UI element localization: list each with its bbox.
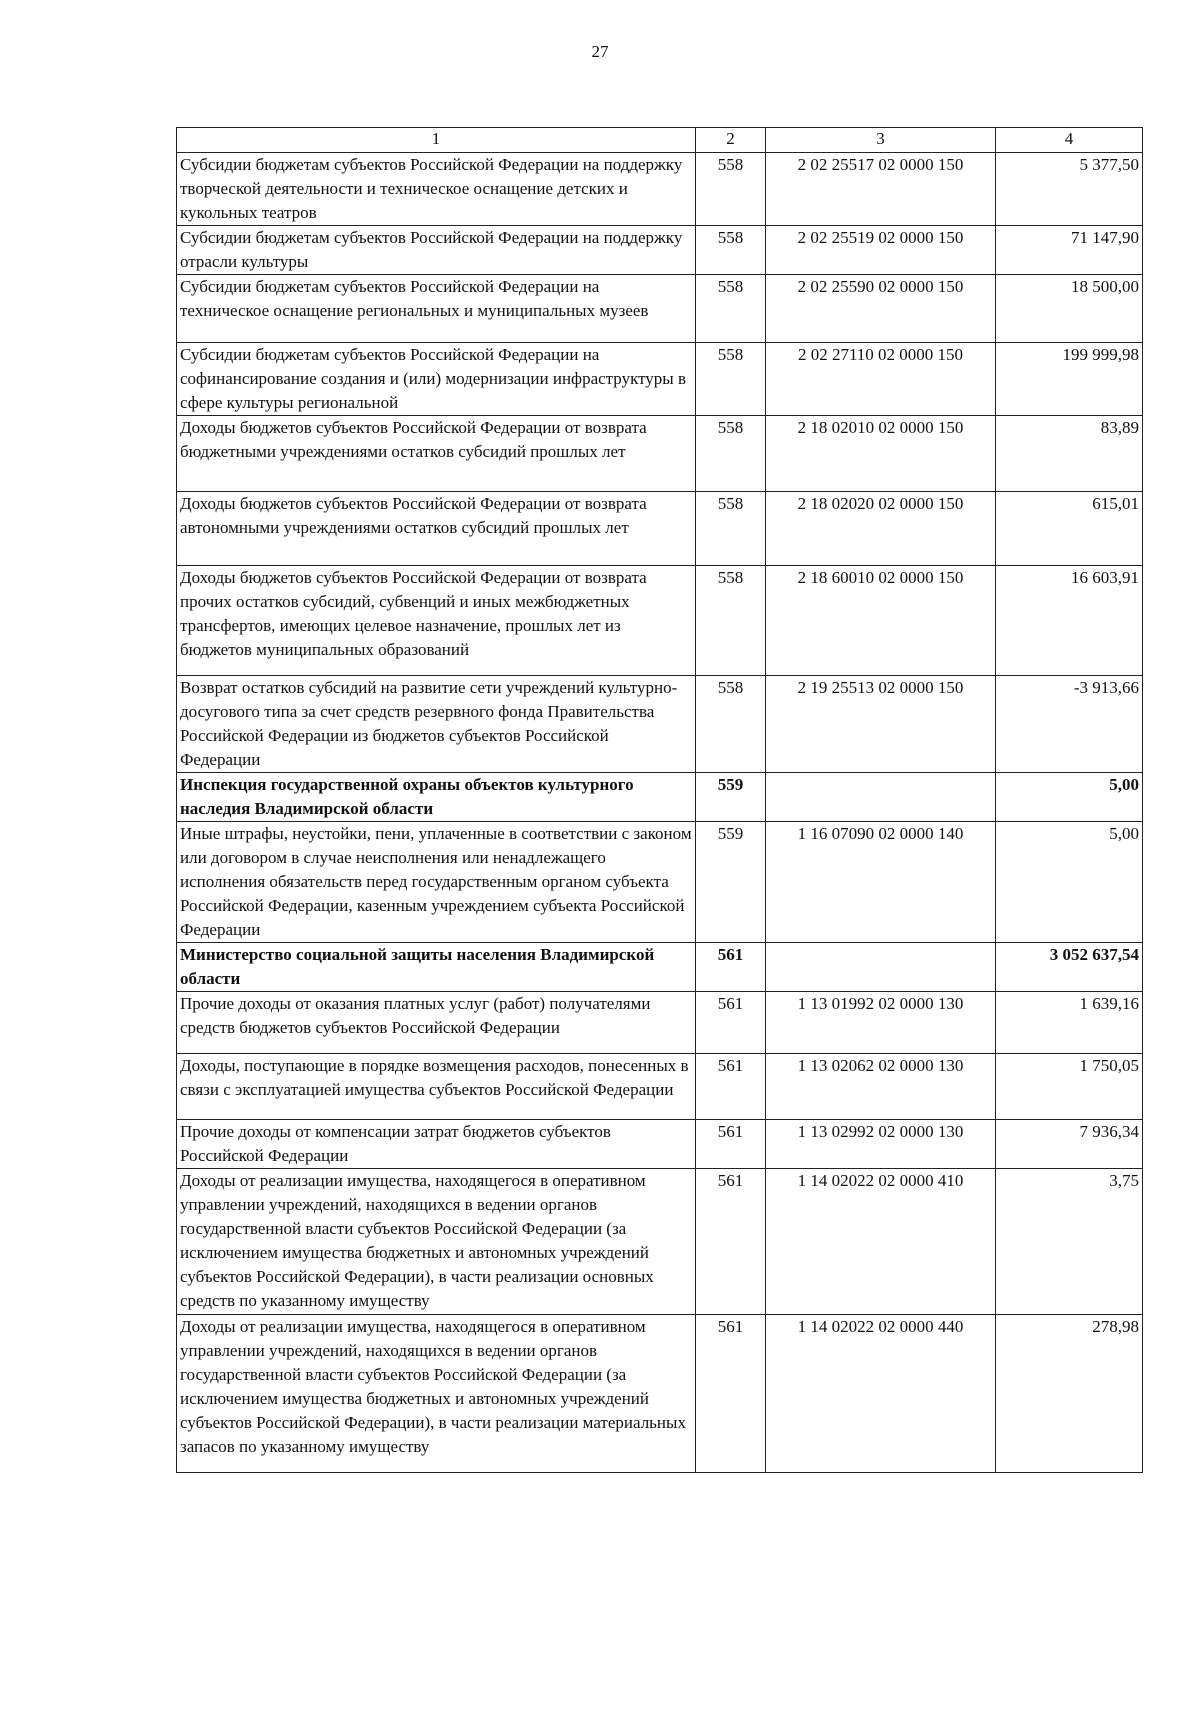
row-budget-code: 2 19 25513 02 0000 150	[766, 676, 996, 773]
row-budget-code: 1 13 02992 02 0000 130	[766, 1120, 996, 1169]
row-amount: 18 500,00	[996, 275, 1143, 343]
row-admin-code: 561	[696, 1169, 766, 1315]
row-amount: 199 999,98	[996, 343, 1143, 416]
table-row	[177, 773, 1143, 822]
row-budget-code: 1 16 07090 02 0000 140	[766, 822, 996, 943]
row-amount: 5,00	[996, 773, 1143, 822]
row-description: Возврат остатков субсидий на развитие сети учреждений культурно-досугового типа за счет средств резервного фонда Правительства Российской Федерации из бюджетов субъектов Российской Федерации	[177, 676, 696, 773]
row-budget-code: 1 13 01992 02 0000 130	[766, 992, 996, 1054]
table-row	[177, 492, 1143, 566]
row-amount: 615,01	[996, 492, 1143, 566]
table-row	[177, 343, 1143, 416]
table-row	[177, 1169, 1143, 1315]
row-amount: 7 936,34	[996, 1120, 1143, 1169]
table-row	[177, 822, 1143, 943]
row-amount: 83,89	[996, 416, 1143, 492]
table-row	[177, 275, 1143, 343]
revenue-table	[176, 127, 1143, 1473]
row-budget-code: 2 02 25590 02 0000 150	[766, 275, 996, 343]
row-description: Прочие доходы от оказания платных услуг (работ) получателями средств бюджетов субъектов Российской Федерации	[177, 992, 696, 1054]
row-budget-code: 2 02 25517 02 0000 150	[766, 153, 996, 226]
column-number-3: 3	[766, 128, 996, 153]
row-admin-code: 559	[696, 773, 766, 822]
row-amount: 1 639,16	[996, 992, 1143, 1054]
row-budget-code: 2 18 02010 02 0000 150	[766, 416, 996, 492]
row-admin-code: 561	[696, 943, 766, 992]
row-description: Субсидии бюджетам субъектов Российской Федерации на софинансирование создания и (или) модернизации инфраструктуры в сфере культуры региональной	[177, 343, 696, 416]
table-body	[177, 128, 1143, 1473]
row-description: Доходы бюджетов субъектов Российской Федерации от возврата прочих остатков субсидий, субвенций и иных межбюджетных трансфертов, имеющих целевое назначение, прошлых лет из бюджетов муниципальных образований	[177, 566, 696, 676]
row-admin-code: 559	[696, 822, 766, 943]
row-admin-code: 561	[696, 1315, 766, 1473]
table-row	[177, 416, 1143, 492]
row-budget-code: 2 02 25519 02 0000 150	[766, 226, 996, 275]
column-number-row	[177, 128, 1143, 153]
row-amount: 278,98	[996, 1315, 1143, 1473]
row-budget-code: 2 18 02020 02 0000 150	[766, 492, 996, 566]
table-row	[177, 566, 1143, 676]
row-description: Министерство социальной защиты населения Владимирской области	[177, 943, 696, 992]
row-description: Прочие доходы от компенсации затрат бюджетов субъектов Российской Федерации	[177, 1120, 696, 1169]
table-row	[177, 1120, 1143, 1169]
row-budget-code	[766, 943, 996, 992]
row-description: Субсидии бюджетам субъектов Российской Федерации на поддержку творческой деятельности и техническое оснащение детских и кукольных театров	[177, 153, 696, 226]
table-row	[177, 1315, 1143, 1473]
row-budget-code: 1 13 02062 02 0000 130	[766, 1054, 996, 1120]
row-budget-code	[766, 773, 996, 822]
row-amount: -3 913,66	[996, 676, 1143, 773]
row-amount: 71 147,90	[996, 226, 1143, 275]
row-description: Субсидии бюджетам субъектов Российской Федерации на техническое оснащение региональных и муниципальных музеев	[177, 275, 696, 343]
page-number: 27	[591, 42, 609, 61]
row-budget-code: 2 02 27110 02 0000 150	[766, 343, 996, 416]
row-amount: 5 377,50	[996, 153, 1143, 226]
row-description: Иные штрафы, неустойки, пени, уплаченные в соответствии с законом или договором в случае неисполнения или ненадлежащего исполнения обязательств перед государственным органом субъекта Российской Федерации, казенным учреждением субъекта Российской Федерации	[177, 822, 696, 943]
row-admin-code: 561	[696, 992, 766, 1054]
row-amount: 3 052 637,54	[996, 943, 1143, 992]
row-admin-code: 558	[696, 416, 766, 492]
row-budget-code: 1 14 02022 02 0000 410	[766, 1169, 996, 1315]
table-row	[177, 1054, 1143, 1120]
table-row	[177, 226, 1143, 275]
row-budget-code: 2 18 60010 02 0000 150	[766, 566, 996, 676]
row-description: Доходы бюджетов субъектов Российской Федерации от возврата бюджетными учреждениями остатков субсидий прошлых лет	[177, 416, 696, 492]
row-description: Доходы от реализации имущества, находящегося в оперативном управлении учреждений, находящихся в ведении органов государственной власти субъектов Российской Федерации (за исключением имущества бюджетных и автономных учреждений субъектов Российской Федерации), в части реализации основных средств по указанному имуществу	[177, 1169, 696, 1315]
row-amount: 3,75	[996, 1169, 1143, 1315]
row-description: Доходы, поступающие в порядке возмещения расходов, понесенных в связи с эксплуатацией имущества субъектов Российской Федерации	[177, 1054, 696, 1120]
column-number-2: 2	[696, 128, 766, 153]
row-admin-code: 561	[696, 1120, 766, 1169]
row-admin-code: 558	[696, 676, 766, 773]
table-row	[177, 943, 1143, 992]
row-amount: 5,00	[996, 822, 1143, 943]
row-budget-code: 1 14 02022 02 0000 440	[766, 1315, 996, 1473]
row-amount: 16 603,91	[996, 566, 1143, 676]
row-admin-code: 558	[696, 153, 766, 226]
row-admin-code: 558	[696, 275, 766, 343]
row-admin-code: 558	[696, 226, 766, 275]
row-admin-code: 561	[696, 1054, 766, 1120]
table-row	[177, 153, 1143, 226]
row-description: Доходы бюджетов субъектов Российской Федерации от возврата автономными учреждениями остатков субсидий прошлых лет	[177, 492, 696, 566]
column-number-4: 4	[996, 128, 1143, 153]
row-admin-code: 558	[696, 492, 766, 566]
row-description: Субсидии бюджетам субъектов Российской Федерации на поддержку отрасли культуры	[177, 226, 696, 275]
row-amount: 1 750,05	[996, 1054, 1143, 1120]
row-admin-code: 558	[696, 566, 766, 676]
row-description: Доходы от реализации имущества, находящегося в оперативном управлении учреждений, находящихся в ведении органов государственной власти субъектов Российской Федерации (за исключением имущества бюджетных и автономных учреждений субъектов Российской Федерации), в части реализации материальных запасов по указанному имуществу	[177, 1315, 696, 1473]
row-admin-code: 558	[696, 343, 766, 416]
table-row	[177, 992, 1143, 1054]
row-description: Инспекция государственной охраны объектов культурного наследия Владимирской области	[177, 773, 696, 822]
table-row	[177, 676, 1143, 773]
column-number-1: 1	[177, 128, 696, 153]
